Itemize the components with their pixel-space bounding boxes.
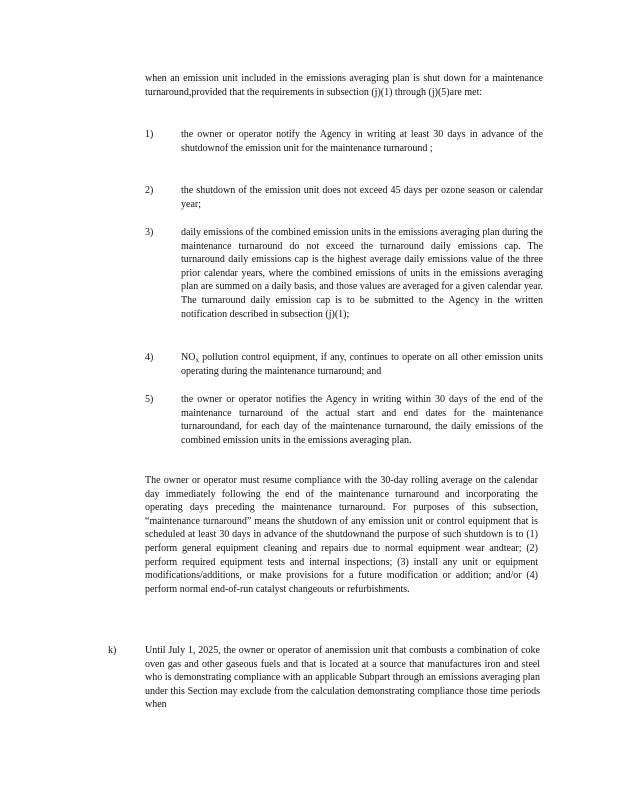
- subsection-k-text: Until July 1, 2025, the owner or operator of anemission unit that combusts a combination of coke oven gas and other gaseous fuels and that is located at a source that manufactures iron and steel who is demonstrating compliance with an applicable Subpart through an emissions averaging plan under this Section may exclude from the calculation demonstrating compliance those time periods when: [145, 645, 540, 711]
- maintenance-turnaround-paragraph: The owner or operator must resume compliance with the 30-day rolling average on the calendar day immediately following the end of the maintenance turnaround and incorporating the operating days preceding the maintenance turnaround. For purposes of this subsection, “maintenance turnaround” means the shutdown of any emission unit or control equipment that is scheduled at least 30 days in advance of the shutdownand the purpose of such shutdown is to (1) perform general equipment cleaning and repairs due to normal equipment wear andtear; (2) perform required equipment tests and internal inspections; (3) install any unit or equipment modifications/additions, or make provisions for a future modification or addition; and/or (4) perform normal end-of-run catalyst changeouts or refurbishments.: [145, 475, 538, 595]
- list-item-text: the owner or operator notifies the Agency in writing within 30 days of the end of the maintenance turnaround of the actual start and end dates for the maintenance turnaroundand, for each day of the maintenance turnaround, the daily emissions of the combined emission units in the emissions averaging plan.: [181, 394, 543, 446]
- list-item-number: 4): [145, 352, 154, 363]
- list-item-text: the shutdown of the emission unit does not exceed 45 days per ozone season or calendar year;: [181, 185, 543, 210]
- list-item-number: 3): [145, 227, 154, 238]
- list-item-text: [181, 351, 543, 378]
- list-item-1: [145, 128, 543, 155]
- list-item-text: daily emissions of the combined emission units in the emissions averaging plan during the maintenance turnaround do not exceed the turnaround daily emissions cap. The turnaround daily emissions cap is the highest average daily emissions value of the three prior calendar years, where the combined emissions of units in the emissions averaging plan are summed on a daily basis, and those values are averaged for a given calendar year. The turnaround daily emission cap is to be submitted to the Agency in the written notification described in subsection (j)(1);: [181, 227, 543, 320]
- nox-subscript: x: [195, 356, 199, 364]
- subsection-k-number: k): [108, 645, 117, 656]
- list-item-number: 1): [145, 129, 154, 140]
- list-item-text-rest: pollution control equipment, if any, continues to operate on all other emission units operating during the maintenance turnaround; and: [181, 352, 543, 377]
- list-item-2: [145, 184, 543, 211]
- nox-label: NO: [181, 352, 196, 363]
- list-item-5: [145, 393, 543, 447]
- list-item-number: 5): [145, 394, 154, 405]
- list-item-number: 2): [145, 185, 154, 196]
- list-item-3: [145, 226, 543, 321]
- subsection-k: [108, 644, 540, 712]
- list-item-4: [145, 351, 543, 378]
- intro-paragraph: when an emission unit included in the emissions averaging plan is shut down for a maintenance turnaround,provided that the requirements in subsection (j)(1) through (j)(5)are met:: [145, 73, 543, 98]
- list-item-text: the owner or operator notify the Agency in writing at least 30 days in advance of the shutdownof the emission unit for the maintenance turnaround ;: [181, 129, 543, 154]
